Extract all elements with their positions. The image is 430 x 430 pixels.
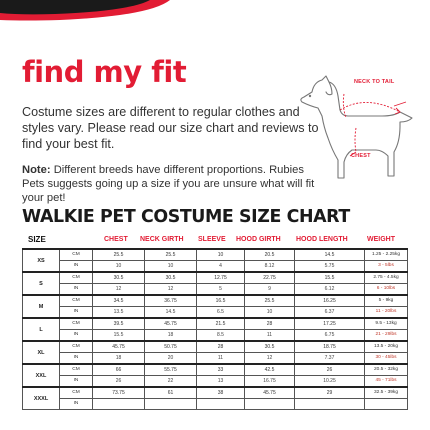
size-label: S <box>23 272 60 295</box>
measure-cell: 28 <box>197 341 245 353</box>
measure-cell <box>93 399 145 410</box>
unit-label: CM <box>60 249 93 261</box>
size-label: XS <box>23 249 60 272</box>
weight-cell: 5 - 9kg <box>365 295 408 307</box>
measure-cell: 10 <box>245 307 295 319</box>
measure-cell: 12 <box>245 353 295 365</box>
measure-cell: 5.75 <box>295 261 365 273</box>
measure-cell: 6.75 <box>295 330 365 342</box>
weight-cell: 2.75 - 4.5kg <box>365 272 408 284</box>
measure-cell: 21.5 <box>197 318 245 330</box>
measure-cell: 45.75 <box>93 341 145 353</box>
unit-label: CM <box>60 387 93 399</box>
measure-cell: 25.5 <box>145 249 197 261</box>
table-row <box>23 284 408 296</box>
measure-cell: 55.75 <box>145 364 197 376</box>
measure-cell: 18 <box>93 353 145 365</box>
neck-to-tail-label: NECK TO TAIL <box>354 79 395 85</box>
measure-cell: 30.5 <box>245 341 295 353</box>
table-row <box>23 272 408 284</box>
measure-cell: 11 <box>245 330 295 342</box>
weight-cell: 30 - 45lbs <box>365 353 408 365</box>
measure-cell <box>197 399 245 410</box>
measure-cell: 10 <box>145 261 197 273</box>
measure-cell <box>295 399 365 410</box>
table-row <box>23 353 408 365</box>
measure-cell: 34.5 <box>93 295 145 307</box>
measure-cell: 45.75 <box>245 387 295 399</box>
measure-cell: 38 <box>197 387 245 399</box>
measure-cell: 20 <box>145 353 197 365</box>
table-row <box>23 341 408 353</box>
table-row <box>23 376 408 388</box>
table-row <box>23 295 408 307</box>
measure-cell: 12.75 <box>197 272 245 284</box>
unit-label: CM <box>60 295 93 307</box>
unit-label: IN <box>60 353 93 365</box>
measure-cell: 12 <box>145 284 197 296</box>
unit-label: IN <box>60 376 93 388</box>
measure-cell: 25.5 <box>245 295 295 307</box>
measure-cell: 13.5 <box>93 307 145 319</box>
measure-cell: 18.75 <box>295 341 365 353</box>
measure-cell: 15.5 <box>93 330 145 342</box>
measure-cell: 36.75 <box>145 295 197 307</box>
weight-cell <box>365 399 408 410</box>
size-label: XXXL <box>23 387 60 410</box>
unit-label: CM <box>60 364 93 376</box>
measure-cell: 16.75 <box>245 376 295 388</box>
measure-cell: 10 <box>197 249 245 261</box>
header-weight: WEIGHT <box>367 236 395 243</box>
measure-cell: 22.75 <box>245 272 295 284</box>
page-title: find my fit <box>22 55 187 89</box>
measure-cell: 50.75 <box>145 341 197 353</box>
measure-cell: 61 <box>145 387 197 399</box>
measure-cell: 10.25 <box>295 376 365 388</box>
unit-label: IN <box>60 399 93 410</box>
size-chart-table <box>22 248 408 410</box>
measure-cell: 5 <box>197 284 245 296</box>
measure-cell: 8.12 <box>245 261 295 273</box>
measure-cell: 4 <box>197 261 245 273</box>
unit-label: IN <box>60 261 93 273</box>
weight-cell: 9.5 - 13kg <box>365 318 408 330</box>
measure-cell: 12 <box>93 284 145 296</box>
measure-cell: 30.5 <box>145 272 197 284</box>
measure-cell: 6.5 <box>197 307 245 319</box>
weight-cell: 3 - 5lbs <box>365 261 408 273</box>
table-row <box>23 261 408 273</box>
header-size: SIZE <box>28 235 46 244</box>
measure-cell: 8.5 <box>197 330 245 342</box>
measure-cell <box>145 399 197 410</box>
measure-cell: 14.5 <box>295 249 365 261</box>
weight-cell: 45 - 71lbs <box>365 376 408 388</box>
measure-cell: 9 <box>245 284 295 296</box>
header-neck-girth: NECK GIRTH <box>140 236 184 243</box>
table-row <box>23 307 408 319</box>
size-chart-body <box>23 249 408 410</box>
note-label: Note: <box>22 164 51 176</box>
unit-label: IN <box>60 284 93 296</box>
size-label: XL <box>23 341 60 364</box>
weight-cell: 1.25 - 2.25kg <box>365 249 408 261</box>
measure-cell: 26 <box>295 364 365 376</box>
measure-cell: 42.5 <box>245 364 295 376</box>
size-label: L <box>23 318 60 341</box>
table-row <box>23 249 408 261</box>
measure-cell: 22 <box>145 376 197 388</box>
table-row <box>23 318 408 330</box>
size-chart-header <box>0 236 430 248</box>
measure-cell: 15.5 <box>295 272 365 284</box>
weight-cell: 21 - 29lbs <box>365 330 408 342</box>
measure-cell: 7.37 <box>295 353 365 365</box>
measure-cell: 66 <box>93 364 145 376</box>
size-chart-title: WALKIE PET COSTUME SIZE CHART <box>22 207 350 227</box>
note-paragraph <box>22 163 322 205</box>
measure-cell: 16.25 <box>295 295 365 307</box>
measure-cell: 6.12 <box>295 284 365 296</box>
decorative-swoosh <box>0 0 430 40</box>
unit-label: IN <box>60 307 93 319</box>
measure-cell: 13 <box>197 376 245 388</box>
measure-cell <box>245 399 295 410</box>
table-row <box>23 330 408 342</box>
unit-label: CM <box>60 318 93 330</box>
chest-label: CHEST <box>351 153 371 159</box>
measure-cell: 14.5 <box>145 307 197 319</box>
unit-label: CM <box>60 272 93 284</box>
weight-cell: 6 - 10lbs <box>365 284 408 296</box>
measure-cell: 30.5 <box>93 272 145 284</box>
measure-cell: 28 <box>245 318 295 330</box>
intro-paragraph: Costume sizes are different to regular clothes and styles vary. Please read our size chart and reviews to find your best fit. <box>22 105 319 151</box>
weight-cell: 32.5 - 39kg <box>365 387 408 399</box>
measure-cell: 33 <box>197 364 245 376</box>
size-label: M <box>23 295 60 318</box>
measure-cell: 16.5 <box>197 295 245 307</box>
weight-cell: 13.5 - 20kg <box>365 341 408 353</box>
measure-cell: 17.25 <box>295 318 365 330</box>
header-hood-girth: HOOD GIRTH <box>236 236 281 243</box>
header-sleeve: SLEEVE <box>198 236 226 243</box>
measure-cell: 26 <box>93 376 145 388</box>
measure-cell: 25.5 <box>93 249 145 261</box>
measure-cell: 18 <box>145 330 197 342</box>
measure-cell: 10 <box>93 261 145 273</box>
measure-cell: 11 <box>197 353 245 365</box>
weight-cell: 20.5 - 32kg <box>365 364 408 376</box>
table-row <box>23 364 408 376</box>
measure-cell: 45.75 <box>145 318 197 330</box>
weight-cell: 11 - 20lbs <box>365 307 408 319</box>
measure-cell: 39.5 <box>93 318 145 330</box>
table-row <box>23 399 408 410</box>
dog-measurement-diagram <box>296 72 420 218</box>
header-chest: CHEST <box>104 236 128 243</box>
note-text: Different breeds have different proportions. Rubies Pets suggests going up a size if you are unsure what will fit your pet! <box>22 164 315 204</box>
measure-cell: 6.37 <box>295 307 365 319</box>
measure-cell: 73.75 <box>93 387 145 399</box>
table-row <box>23 387 408 399</box>
measure-cell: 29 <box>295 387 365 399</box>
unit-label: CM <box>60 341 93 353</box>
unit-label: IN <box>60 330 93 342</box>
header-hood-length: HOOD LENGTH <box>296 236 348 243</box>
measure-cell: 20.5 <box>245 249 295 261</box>
size-label: XXL <box>23 364 60 387</box>
